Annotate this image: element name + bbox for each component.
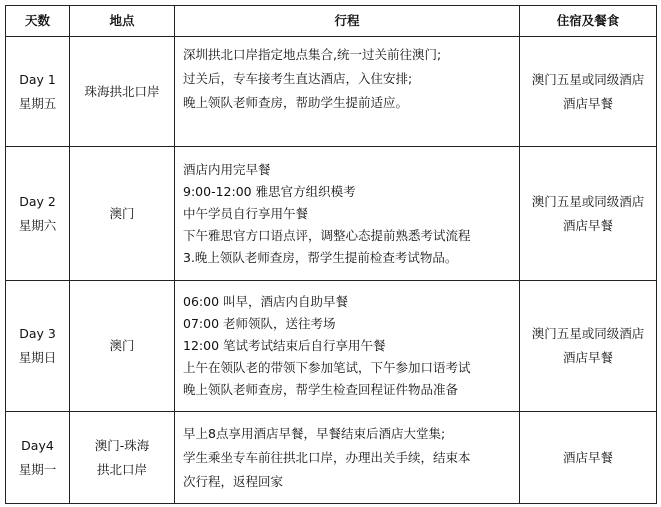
plan-line: 过关后，专车接考生直达酒店，入住安排; — [183, 71, 413, 86]
meal-label: 酒店早餐 — [562, 449, 613, 465]
day-cell — [6, 412, 70, 504]
place-cell — [70, 147, 175, 281]
plan-line: 下午雅思官方口语点评，调整心态提前熟悉考试流程 — [183, 227, 471, 243]
place-cell — [70, 281, 175, 412]
plan-cell — [175, 147, 520, 281]
day-cell — [6, 37, 70, 147]
weekday-label: 星期日 — [18, 350, 57, 365]
day-cell — [6, 147, 70, 281]
header-day: 天数 — [6, 6, 70, 37]
plan-line: 晚上领队老师查房，帮学生检查回程证件物品准备 — [183, 382, 459, 397]
plan-cell — [175, 412, 520, 504]
plan-line: 上午在领队老的带领下参加笔试，下午参加口语考试 — [183, 360, 471, 375]
header-stay: 住宿及餐食 — [520, 6, 657, 37]
place-label: 珠海拱北口岸 — [84, 83, 160, 99]
plan-line: 07:00 老师领队，送往考场 — [183, 316, 336, 331]
plan-line: 学生乘坐专车前往拱北口岸，办理出关手续，结束本 — [183, 449, 471, 465]
header-row — [6, 6, 657, 37]
meal-label: 酒店早餐 — [562, 350, 613, 365]
table-row — [6, 147, 657, 281]
header-plan: 行程 — [175, 6, 520, 37]
day-label: Day4 — [21, 437, 54, 453]
place-cell — [70, 37, 175, 147]
itinerary-table — [5, 5, 657, 504]
place-label: 澳门 — [109, 205, 135, 221]
plan-line: 06:00 叫早，酒店内自助早餐 — [183, 294, 348, 309]
plan-cell — [175, 281, 520, 412]
plan-line: 酒店内用完早餐 — [183, 161, 271, 177]
plan-line: 12:00 笔试考试结束后自行享用午餐 — [183, 338, 386, 353]
hotel-label: 澳门五星或同级酒店 — [531, 193, 645, 209]
stay-cell — [520, 281, 657, 412]
place-label: 澳门 — [109, 338, 135, 353]
weekday-label: 星期五 — [18, 95, 57, 111]
plan-line: 3.晚上领队老师查房，帮学生提前检查考试物品。 — [183, 249, 458, 265]
header-place: 地点 — [70, 6, 175, 37]
plan-line: 中午学员自行享用午餐 — [183, 205, 309, 221]
meal-label: 酒店早餐 — [562, 217, 613, 233]
table-row — [6, 281, 657, 412]
place-label: 澳门-珠海 — [94, 437, 150, 453]
plan-line: 深圳拱北口岸指定地点集合,统一过关前往澳门; — [183, 47, 442, 62]
meal-label: 酒店早餐 — [562, 95, 613, 111]
stay-cell — [520, 37, 657, 147]
plan-line: 早上8点享用酒店早餐，早餐结束后酒店大堂集; — [183, 425, 446, 441]
table-row — [6, 412, 657, 504]
place-label: 拱北口岸 — [96, 461, 147, 477]
stay-cell — [520, 412, 657, 504]
table-row — [6, 37, 657, 147]
plan-line: 9:00-12:00 雅思官方组织模考 — [183, 183, 356, 199]
day-label: Day 2 — [19, 193, 56, 209]
weekday-label: 星期六 — [18, 217, 57, 233]
day-label: Day 1 — [19, 71, 56, 87]
day-label: Day 3 — [19, 326, 56, 341]
plan-cell — [175, 37, 520, 147]
plan-line: 次行程，返程回家 — [183, 473, 284, 489]
place-cell — [70, 412, 175, 504]
hotel-label: 澳门五星或同级酒店 — [531, 71, 645, 87]
plan-line: 晚上领队老师查房，帮助学生提前适应。 — [183, 95, 409, 110]
hotel-label: 澳门五星或同级酒店 — [531, 326, 645, 341]
stay-cell — [520, 147, 657, 281]
day-cell — [6, 281, 70, 412]
weekday-label: 星期一 — [18, 461, 57, 477]
